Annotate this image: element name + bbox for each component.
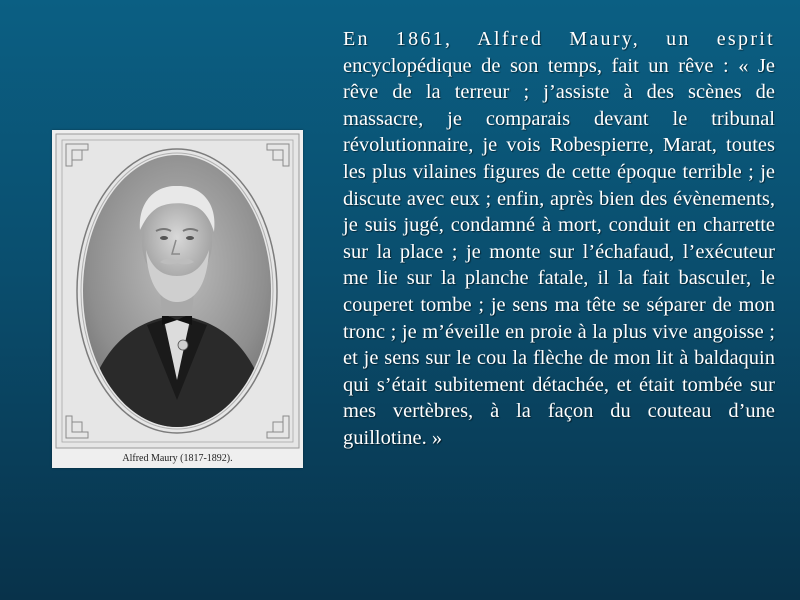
quote-text (343, 26, 775, 452)
portrait-image (52, 130, 303, 468)
portrait-card (52, 130, 303, 468)
quote-lead: En 1861, Alfred Maury, un esprit (343, 28, 775, 50)
portrait-caption: Alfred Maury (1817-1892). (122, 453, 233, 464)
quote-body: encyclopédique de son temps, fait un rêve : « Je rêve de la terreur ; j’assiste à des scènes de massacre, je comparais devant le tribunal révolutionnaire, je vois Robespierre, Marat, toutes les plus vilaines figures de cette époque terrible ; je discute avec eux ; enfin, après bien des évènements, je suis jugé, condamné à mort, conduit en charrette sur la place ; je monte sur l’échafaud, l’exécuteur me lie sur la planche fatale, il la fait basculer, le couperet tombe ; je sens ma tête se séparer de mon tronc ; je m’éveille en proie à la plus vive angoisse ; et je sens sur le cou la flèche de mon lit à baldaquin qui s’était subitement détachée, et était tombée sur mes vertèbres, à la façon du couteau d’une guillotine. » (343, 54, 775, 449)
